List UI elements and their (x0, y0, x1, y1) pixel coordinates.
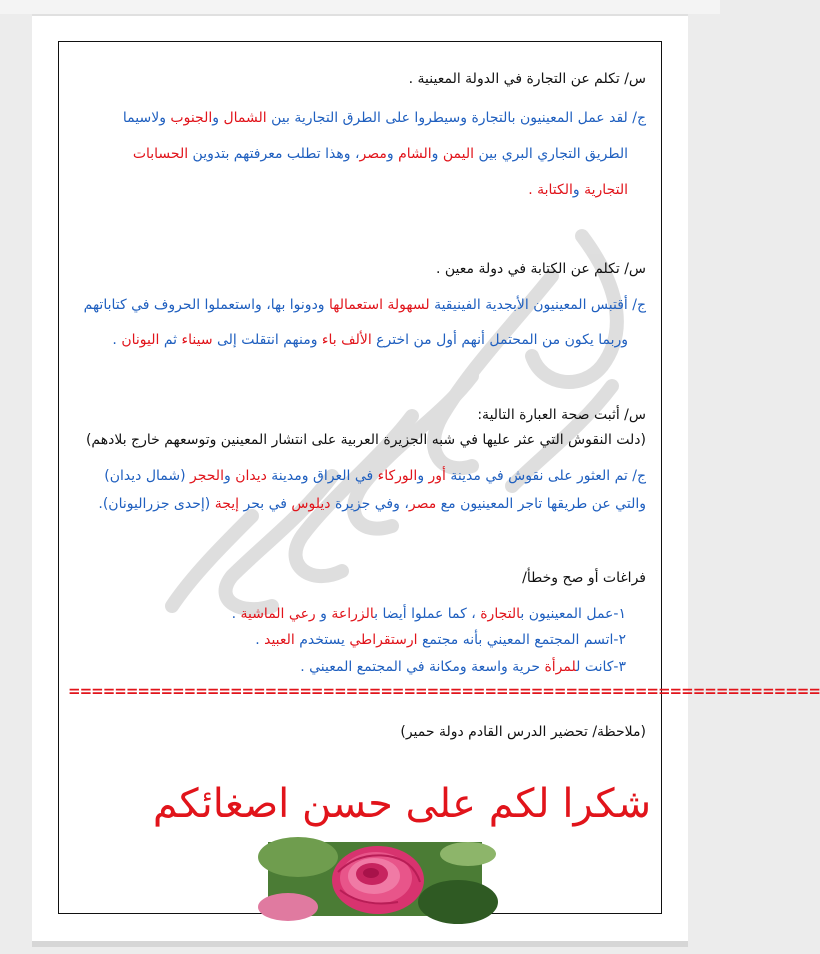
text-run: سيناء (181, 332, 213, 348)
text-run: مصر (359, 146, 387, 162)
text-run: التجارة (480, 606, 521, 622)
separator-line: ================================================================= (68, 682, 820, 700)
text-run: ، وهذا تطلب معرفتهم بتدوين (188, 146, 360, 162)
text-run: . (112, 332, 122, 348)
text-run: و (212, 110, 224, 126)
text-run: ديلوس (291, 496, 331, 512)
text-run: مصر (408, 496, 437, 512)
rose-image (268, 842, 482, 916)
q1-answer-line-1 (123, 108, 646, 128)
text-run: ١-عمل المعينيون ب (520, 606, 626, 622)
text-run: و (417, 468, 429, 484)
text-run: ، كما عملوا أيضا ب (374, 606, 481, 622)
q1-answer-line-3 (528, 180, 628, 200)
text-run: (إحدى جزراليونان). (98, 496, 215, 512)
text-run: ٣-كانت ل (576, 659, 626, 675)
q3-answer-line-2 (98, 494, 646, 514)
q2-question: س/ تكلم عن الكتابة في دولة معين . (435, 261, 646, 277)
text-run: . (231, 606, 241, 622)
text-run: رعي الماشية (240, 606, 316, 622)
text-run: الطريق التجاري البري بين (474, 146, 628, 162)
text-run: و (386, 146, 399, 162)
text-run: و (431, 146, 443, 162)
text-run: والتي عن طريقها تاجر المعينيون مع (436, 496, 646, 512)
text-run: في بحر (239, 496, 292, 512)
q4-question: فراغات أو صح وخطأ/ (522, 570, 646, 586)
homework-note: (ملاحظة/ تحضير الدرس القادم دولة حمير) (400, 724, 646, 740)
top-toolbar (0, 0, 720, 14)
page-bottom-edge (32, 941, 688, 947)
q2-answer-line-1 (84, 295, 646, 315)
text-run: الحجر (190, 468, 224, 484)
text-run: العبيد (264, 632, 295, 648)
q3-question: س/ أثبت صحة العبارة التالية: (477, 407, 646, 423)
text-run: ثم (159, 332, 182, 348)
q1-answer-line-2 (133, 144, 628, 164)
text-run: الألف باء (321, 332, 372, 348)
text-run: لسهولة استعمالها (329, 297, 435, 313)
text-run: إيجة (214, 496, 240, 512)
q1-question: س/ تكلم عن التجارة في الدولة المعينية . (408, 71, 646, 87)
text-run: ومنهم انتقلت إلى (212, 332, 322, 348)
text-run: الجنوب (170, 110, 213, 126)
text-run: ارستقراطي (349, 632, 418, 648)
text-run: التجارية (584, 182, 628, 198)
text-run: و (315, 606, 332, 622)
text-run: وربما يكون من المحتمل أنهم أول من اخترع (371, 332, 628, 348)
text-run: الأبجدية الفينيقية (434, 297, 529, 313)
text-run: الوركاء (377, 468, 418, 484)
q3-statement: (دلت النقوش التي عثر عليها في شبه الجزيرة العربية على انتشار المعينين وتوسعهم خارج بلادهم) (85, 432, 646, 448)
q4-item-3 (300, 657, 626, 677)
text-run: ديدان (235, 468, 267, 484)
text-run: في العراق ومدينة (266, 468, 378, 484)
text-run: يستخدم (294, 632, 350, 648)
document-page (32, 16, 820, 941)
thanks-message: شكرا لكم على حسن اصغائكم (152, 781, 652, 827)
text-run: ودونوا بها، واستعملوا الحروف في كتاباتهم (83, 297, 330, 313)
text-run: (شمال ديدان) (104, 468, 190, 484)
text-run: . (255, 632, 265, 648)
text-run: لمرأة (544, 659, 577, 675)
text-run: ٢-اتسم المجتمع المعيني بأنه مجتمع (417, 632, 626, 648)
text-run: اليمن (442, 146, 475, 162)
text-run: الكتابة . (528, 182, 573, 198)
text-run: ج/ لقد عمل المعينيون بالتجارة وسيطروا على الطرق التجارية بين (266, 110, 646, 126)
text-run: ، وفي جزيرة (330, 496, 409, 512)
text-run: اليونان (121, 332, 160, 348)
text-run: الشام (398, 146, 432, 162)
text-run: و (572, 182, 585, 198)
q4-item-2 (255, 630, 626, 650)
text-run: الزراعة (331, 606, 375, 622)
q3-answer-line-1 (104, 466, 646, 486)
text-run: ج/ أقتبس المعينيون (528, 297, 646, 313)
text-run: ج/ تم العثور على نقوش في مدينة (445, 468, 646, 484)
q4-item-1 (232, 604, 626, 624)
text-run: أور (428, 468, 446, 484)
text-run: ولاسيما (122, 110, 171, 126)
text-run: الشمال (223, 110, 267, 126)
text-run: حرية واسعة ومكانة في المجتمع المعيني . (300, 659, 545, 675)
q2-answer-line-2 (112, 330, 628, 350)
text-run: الحسابات (132, 146, 189, 162)
text-run: و (223, 468, 236, 484)
